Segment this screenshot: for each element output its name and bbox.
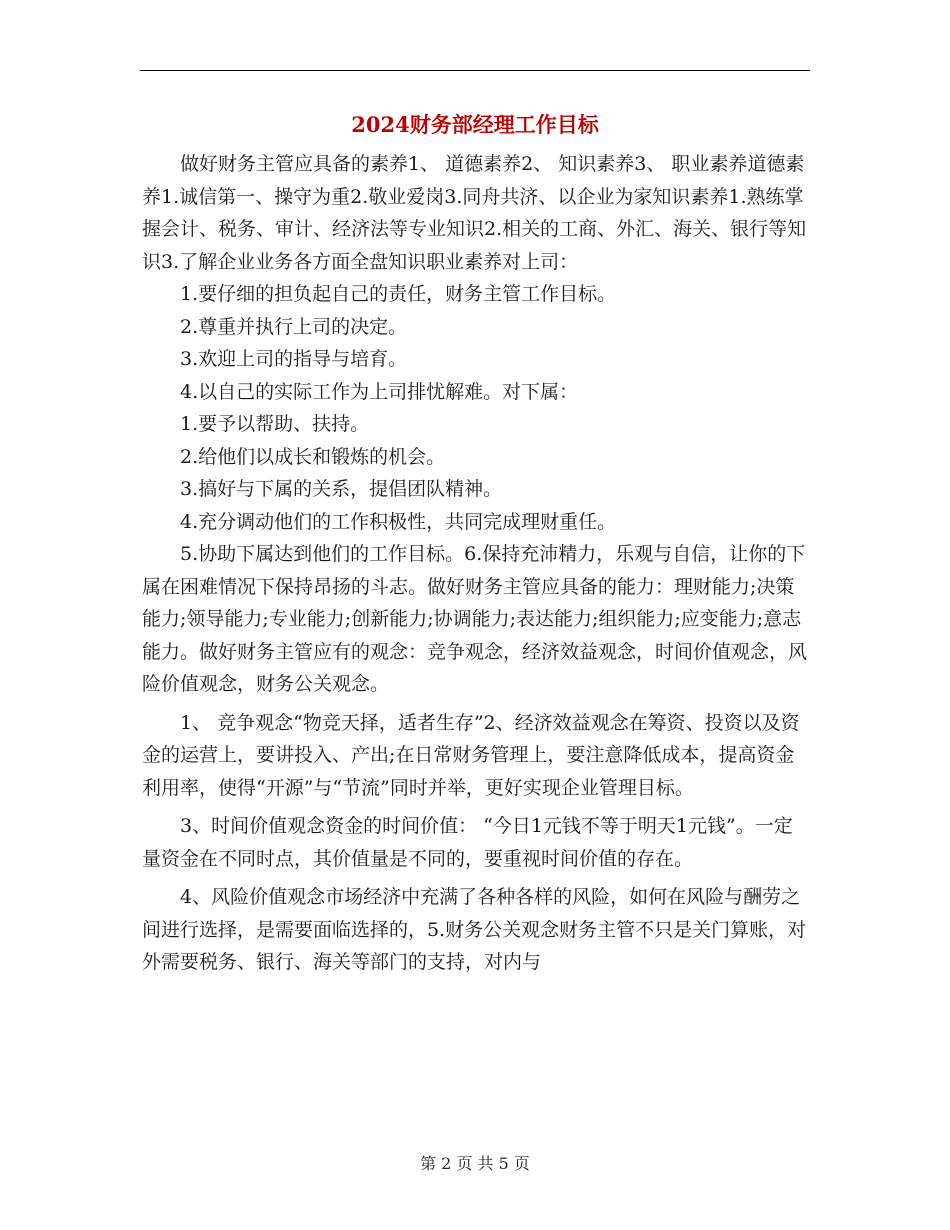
paragraph: 4.充分调动他们的工作积极性，共同完成理财重任。	[180, 510, 617, 533]
document-title: 2024财务部经理工作目标	[351, 112, 599, 137]
paragraph: 做好财务主管应具备的素养1、 道德素养2、 知识素养3、 职业素养道德素养1.诚信第一、操守为重2.敬业爱岗3.同舟共济、以企业为家知识素养1.熟练掌握会计、税务、审计、经济法等专业知识2.相关的工商、外汇、海关、银行等知识3.了解企业业务各方面全盘知识职业素养对上司：	[142, 153, 807, 273]
paragraph: 3、时间价值观念资金的时间价值： “今日1元钱不等于明天1元钱”。一定量资金在不同时点，其价值量是不同的，要重视时间价值的存在。	[142, 815, 793, 870]
paragraph: 2.给他们以成长和锻炼的机会。	[180, 445, 446, 468]
paragraph: 4.以自己的实际工作为上司排忧解难。对下属：	[180, 380, 579, 403]
paragraph: 2.尊重并执行上司的决定。	[180, 315, 408, 338]
paragraph: 4、风险价值观念市场经济中充满了各种各样的风险，如何在风险与酬劳之间进行选择，是需要面临选择的，5.财务公关观念财务主管不只是关门算账，对外需要税务、银行、海关等部门的支持，对内与	[142, 886, 807, 973]
paragraph: 1.要予以帮助、扶持。	[180, 413, 370, 435]
paragraph: 3.欢迎上司的指导与培育。	[180, 348, 408, 370]
paragraph: 3.搞好与下属的关系，提倡团队精神。	[180, 478, 503, 500]
page-number: 第 2 页 共 5 页	[420, 1154, 530, 1173]
paragraph: 1、 竞争观念“物竞天择，适者生存”2、经济效益观念在筹资、投资以及资金的运营上，要讲投入、产出;在日常财务管理上，要注意降低成本，提高资金利用率，使得“开源”与“节流”同时并举，更好实现企业管理目标。	[142, 711, 800, 799]
document-body	[142, 148, 810, 979]
header-rule	[140, 70, 810, 71]
paragraph: 5.协助下属达到他们的工作目标。6.保持充沛精力，乐观与自信，让你的下属在困难情况下保持昂扬的斗志。做好财务主管应具备的能力：理财能力;决策能力;领导能力;专业能力;创新能力;协调能力;表达能力;组织能力;应变能力;意志能力。做好财务主管应有的观念：竞争观念，经济效益观念，时间价值观念，风险价值观念，财务公关观念。	[142, 543, 808, 695]
paragraph: 1.要仔细的担负起自己的责任，财务主管工作目标。	[180, 283, 617, 305]
